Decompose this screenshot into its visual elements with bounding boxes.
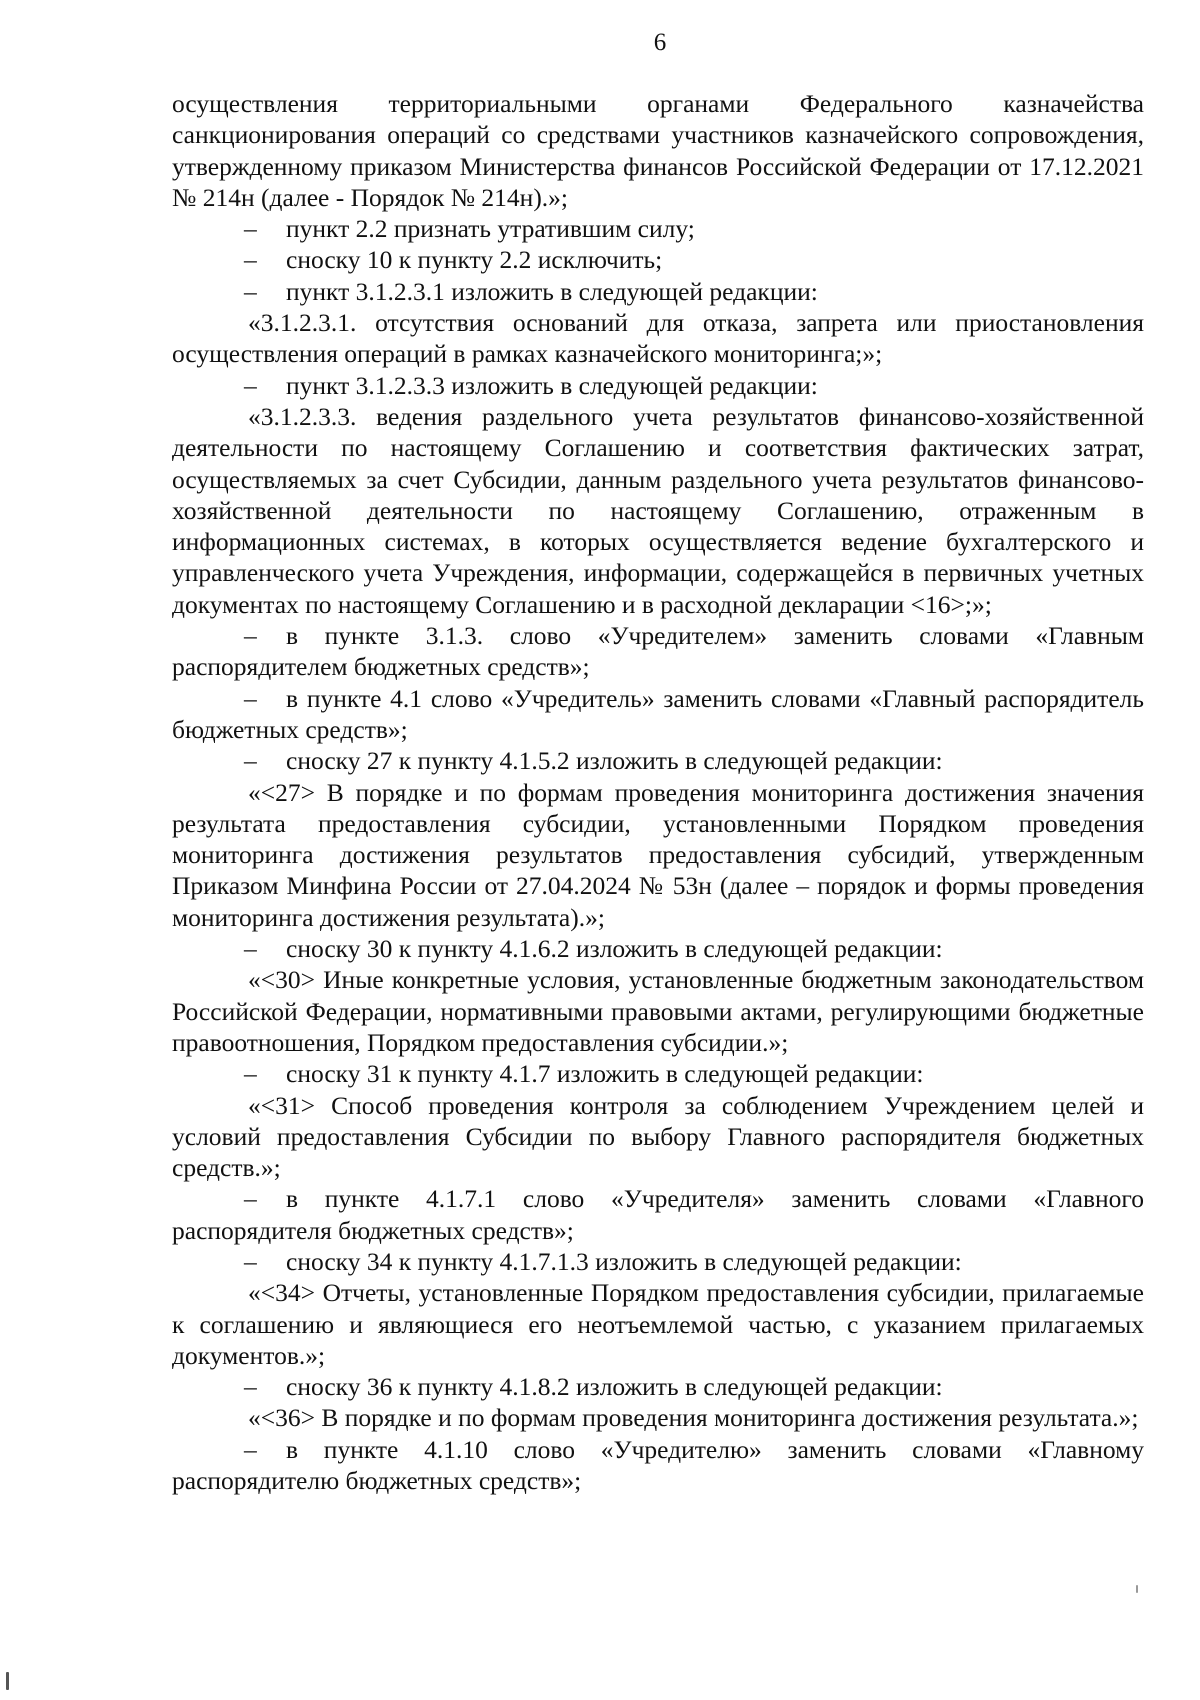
list-dash: – xyxy=(244,1434,257,1464)
paragraph xyxy=(172,933,1144,964)
paragraph-text: сноску 34 к пункту 4.1.7.1.3 изложить в следующей редакции: xyxy=(286,1246,962,1276)
paragraph xyxy=(172,1246,1144,1277)
paragraph-text: «3.1.2.3.1. отсутствия оснований для отказа, запрета или приостановления осуществления операций в рамках казначейского мониторинга;»; xyxy=(172,308,1144,369)
paragraph xyxy=(172,401,1144,620)
paragraph-text: сноску 31 к пункту 4.1.7 изложить в следующей редакции: xyxy=(286,1059,924,1089)
paragraph xyxy=(172,683,1144,746)
scan-artifact xyxy=(6,1672,9,1690)
list-dash: – xyxy=(244,934,257,964)
paragraph-text: «<27> В порядке и по формам проведения мониторинга достижения значения результата предоставления субсидии, установленными Порядком проведения мониторинга достижения результатов предоставления субсидий, утвержденным Приказом Минфина России от 27.04.2024 № 53н (далее – порядок и формы проведения мониторинга достижения результата).»; xyxy=(172,777,1144,932)
paragraph xyxy=(172,1434,1144,1497)
paragraph xyxy=(172,1090,1144,1184)
scan-artifact xyxy=(1136,1585,1138,1593)
paragraph xyxy=(172,370,1144,401)
paragraph xyxy=(172,745,1144,776)
paragraph xyxy=(172,213,1144,244)
list-dash: – xyxy=(244,1372,257,1402)
paragraph-text: в пункте 4.1.10 слово «Учредителю» заменить словами «Главному распорядителю бюджетных средств»; xyxy=(172,1434,1144,1496)
paragraph-text: в пункте 4.1.7.1 слово «Учредителя» заменить словами «Главного распорядителя бюджетных средств»; xyxy=(172,1184,1144,1245)
paragraph-text: «<36> В порядке и по формам проведения мониторинга достижения результата.»; xyxy=(248,1403,1139,1433)
paragraph-text: в пункте 3.1.3. слово «Учредителем» заменить словами «Главным распорядителем бюджетных средств»; xyxy=(172,621,1144,682)
paragraph-text: сноску 27 к пункту 4.1.5.2 изложить в следующей редакции: xyxy=(286,746,943,776)
list-dash: – xyxy=(244,683,257,713)
paragraph xyxy=(172,777,1144,933)
paragraph xyxy=(172,1402,1144,1433)
paragraph xyxy=(172,964,1144,1058)
page-number: 6 xyxy=(653,29,667,56)
paragraph-text: пункт 3.1.2.3.1 изложить в следующей редакции: xyxy=(286,276,818,306)
paragraph-text: в пункте 4.1 слово «Учредитель» заменить словами «Главный распорядитель бюджетных средств»; xyxy=(172,683,1144,744)
list-dash: – xyxy=(244,1059,257,1089)
paragraph-text: сноску 10 к пункту 2.2 исключить; xyxy=(286,245,663,275)
paragraph-text: осуществления территориальными органами Федерального казначейства санкционирования операций со средствами участников казначейского сопровождения, утвержденному приказом Министерства финансов Российской Федерации от 17.12.2021 № 214н (далее - Порядок № 214н).»; xyxy=(172,89,1144,212)
list-dash: – xyxy=(244,276,257,306)
paragraph-text: «<34> Отчеты, установленные Порядком предоставления субсидии, прилагаемые к соглашению и являющиеся его неотъемлемой частью, с указанием прилагаемых документов.»; xyxy=(172,1278,1144,1370)
list-dash: – xyxy=(244,1184,257,1214)
list-dash: – xyxy=(244,746,257,776)
paragraph-text: пункт 3.1.2.3.3 изложить в следующей редакции: xyxy=(286,370,818,400)
paragraph-text: пункт 2.2 признать утратившим силу; xyxy=(286,214,695,244)
paragraph xyxy=(172,1371,1144,1402)
list-dash: – xyxy=(244,214,257,244)
paragraph xyxy=(172,1058,1144,1089)
paragraph xyxy=(172,244,1144,275)
paragraph xyxy=(172,88,1144,213)
paragraph-text: «3.1.2.3.3. ведения раздельного учета результатов финансово-хозяйственной деятельности по настоящему Соглашению и соответствия фактических затрат, осуществляемых за счет Субсидии, данным раздельного учета результатов финансово-хозяйственной деятельности по настоящему Соглашению, отраженным в информационных системах, в которых осуществляется ведение бухгалтерского и управленческого учета Учреждения, информации, содержащейся в первичных учетных документах по настоящему Соглашению и в расходной декларации <16>;»; xyxy=(172,401,1144,619)
paragraph xyxy=(172,307,1144,370)
paragraph-text: «<31> Способ проведения контроля за соблюдением Учреждением целей и условий предоставления Субсидии по выбору Главного распорядителя бюджетных средств.»; xyxy=(172,1090,1144,1183)
paragraph-text: сноску 36 к пункту 4.1.8.2 изложить в следующей редакции: xyxy=(286,1372,943,1402)
paragraph xyxy=(172,276,1144,307)
list-dash: – xyxy=(244,245,257,275)
list-dash: – xyxy=(244,1246,257,1276)
paragraph xyxy=(172,1183,1144,1246)
list-dash: – xyxy=(244,621,257,651)
list-dash: – xyxy=(244,370,257,400)
paragraph xyxy=(172,620,1144,683)
document-body xyxy=(172,88,1144,1496)
paragraph-text: «<30> Иные конкретные условия, установленные бюджетным законодательством Российской Федерации, нормативными правовыми актами, регулирующими бюджетные правоотношения, Порядком предоставления субсидии.»; xyxy=(172,965,1144,1057)
paragraph xyxy=(172,1277,1144,1371)
paragraph-text: сноску 30 к пункту 4.1.6.2 изложить в следующей редакции: xyxy=(286,934,943,964)
